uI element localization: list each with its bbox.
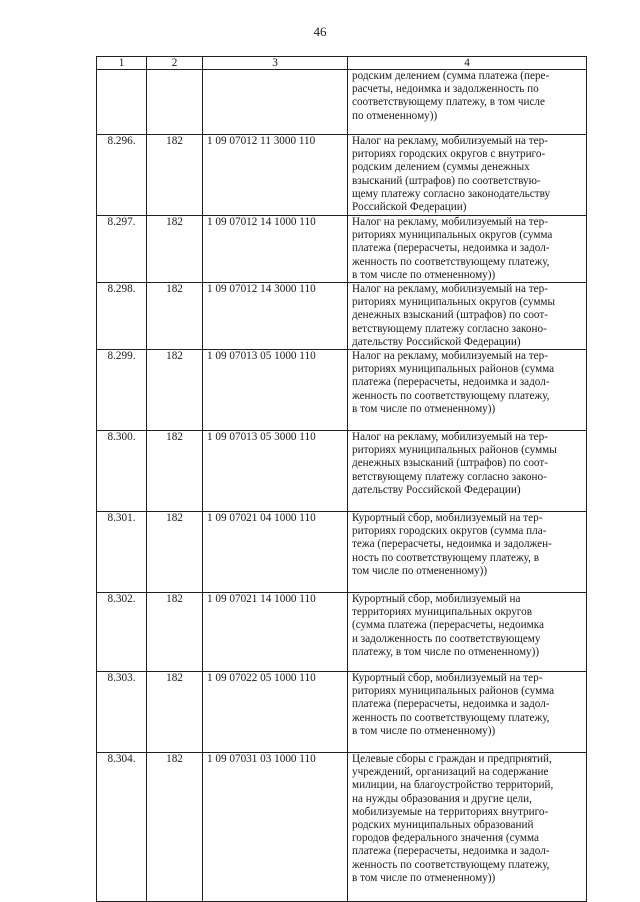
description-line: риториях муниципальных округов (суммы (352, 296, 556, 309)
budget-classification-code: 1 09 07022 05 1000 110 (203, 672, 348, 753)
row-number: 8.297. (97, 216, 147, 283)
row-number: 8.302. (97, 593, 147, 672)
table-row (97, 753, 587, 902)
budget-classification-code: 1 09 07021 14 1000 110 (203, 593, 348, 672)
admin-code: 182 (147, 283, 203, 350)
column-number-row (97, 57, 587, 70)
description-line: Налог на рекламу, мобилизуемый на тер- (352, 135, 548, 147)
budget-classification-code: 1 09 07013 05 1000 110 (203, 350, 348, 431)
description-line: Налог на рекламу, мобилизуемый на тер- (352, 283, 548, 296)
description-line: денежных взысканий (штрафов) по соот- (352, 457, 548, 470)
description-line: ветствующему платежу согласно законо- (352, 470, 547, 483)
description-line: платежа (перерасчеты, недоимка и задол- (352, 845, 550, 858)
description-line: территориях муниципальных округов (352, 606, 532, 619)
continued-row (97, 70, 587, 135)
column-header-3: 3 (203, 57, 348, 70)
table-row (97, 350, 587, 431)
continued-description (348, 70, 587, 135)
row-number: 8.303. (97, 672, 147, 753)
description-line: риториях муниципальных районов (сумма (352, 685, 555, 698)
admin-code: 182 (147, 350, 203, 431)
description-line: риториях муниципальных округов (сумма (352, 229, 553, 242)
admin-code: 182 (147, 672, 203, 753)
description-line: родским делением (суммы денежных (352, 161, 530, 174)
income-description (348, 512, 587, 593)
description-line: женность по соответствующему платежу, (352, 711, 550, 724)
budget-classification-code: 1 09 07013 05 3000 110 (203, 431, 348, 512)
description-line: родским делением (сумма платежа (пере- (352, 70, 550, 82)
description-line: по отмененному)) (352, 109, 438, 122)
description-line: платежа (перерасчеты, недоимка и задол- (352, 698, 550, 711)
admin-code: 182 (147, 593, 203, 672)
description-line: в том числе по отмененному)) (352, 871, 496, 884)
description-line: Налог на рекламу, мобилизуемый на тер- (352, 350, 548, 363)
description-line: том числе по отмененному)) (352, 564, 488, 577)
description-line: риториях муниципальных районов (сумма (352, 363, 555, 376)
column-header-1: 1 (97, 57, 147, 70)
budget-classification-code: 1 09 07021 04 1000 110 (203, 512, 348, 593)
description-line: женность по соответствующему платежу, (352, 858, 550, 871)
budget-code-table (96, 56, 587, 902)
description-line: щему платежу согласно законодательству (352, 187, 551, 200)
income-description (348, 431, 587, 512)
description-line: Налог на рекламу, мобилизуемый на тер- (352, 216, 548, 228)
description-line: платежу, в том числе по отмененному)) (352, 645, 540, 658)
description-line: Курортный сбор, мобилизуемый на (352, 593, 521, 606)
income-description (348, 350, 587, 431)
description-line: ветствующему платежу согласно законо- (352, 322, 547, 335)
description-line: городов федерального значения (сумма (352, 832, 539, 845)
description-line: Курортный сбор, мобилизуемый на тер- (352, 672, 543, 685)
budget-classification-code: 1 09 07012 14 1000 110 (203, 216, 348, 283)
description-line: в том числе по отмененному)) (352, 724, 496, 737)
admin-code: 182 (147, 753, 203, 902)
admin-code: 182 (147, 135, 203, 216)
row-number: 8.299. (97, 350, 147, 431)
description-line: ность по соответствующему платежу, в (352, 551, 540, 564)
description-line: платежа (перерасчеты, недоимка и задол- (352, 242, 550, 255)
column-header-2: 2 (147, 57, 203, 70)
continued-code-cell (203, 70, 348, 135)
continued-num-cell (97, 70, 147, 135)
income-description (348, 672, 587, 753)
row-number: 8.301. (97, 512, 147, 593)
budget-classification-code: 1 09 07012 14 3000 110 (203, 283, 348, 350)
description-line: тежа (перерасчеты, недоимка и задолжен- (352, 538, 552, 551)
description-line: мобилизуемые на территориях внутриго- (352, 805, 549, 818)
description-line: в том числе по отмененному)) (352, 268, 496, 281)
description-line: родских муниципальных образований (352, 819, 534, 832)
description-line: расчеты, недоимка и задолженность по (352, 83, 539, 96)
row-number: 8.296. (97, 135, 147, 216)
table-row (97, 135, 587, 216)
admin-code: 182 (147, 216, 203, 283)
income-description (348, 283, 587, 350)
description-line: дательству Российской Федерации) (352, 335, 521, 348)
description-line: Целевые сборы с граждан и предприятий, (352, 753, 552, 766)
table-rows (97, 135, 587, 902)
income-description (348, 753, 587, 902)
table-row (97, 672, 587, 753)
row-number: 8.304. (97, 753, 147, 902)
continued-admin-cell (147, 70, 203, 135)
description-line: Курортный сбор, мобилизуемый на тер- (352, 512, 543, 525)
description-line: Российской Федерации) (352, 201, 467, 214)
budget-classification-code: 1 09 07031 03 1000 110 (203, 753, 348, 902)
description-line: и задолженность по соответствующему (352, 632, 541, 645)
description-line: женность по соответствующему платежу, (352, 255, 550, 268)
admin-code: 182 (147, 431, 203, 512)
row-number: 8.300. (97, 431, 147, 512)
description-line: соответствующему платежу, в том числе (352, 96, 545, 109)
description-line: денежных взысканий (штрафов) по соот- (352, 309, 548, 322)
description-line: риториях городских округов с внутриго- (352, 148, 546, 161)
table-row (97, 216, 587, 283)
row-number: 8.298. (97, 283, 147, 350)
description-line: учреждений, организаций на содержание (352, 766, 549, 779)
description-line: (сумма платежа (перерасчеты, недоимка (352, 619, 544, 632)
description-line: дательству Российской Федерации) (352, 483, 521, 496)
description-line: в том числе по отмененному)) (352, 402, 496, 415)
table-row (97, 431, 587, 512)
description-line: взысканий (штрафов) по соответствую- (352, 174, 541, 187)
description-line: платежа (перерасчеты, недоимка и задол- (352, 376, 550, 389)
admin-code: 182 (147, 512, 203, 593)
table-row (97, 512, 587, 593)
table-row (97, 593, 587, 672)
description-line: на нужды образования и другие цели, (352, 792, 532, 805)
description-line: риториях городских округов (сумма пла- (352, 525, 547, 538)
description-line: риториях муниципальных районов (суммы (352, 444, 557, 457)
income-description (348, 216, 587, 283)
column-header-4: 4 (348, 57, 587, 70)
description-line: Налог на рекламу, мобилизуемый на тер- (352, 431, 548, 444)
description-line: женность по соответствующему платежу, (352, 389, 550, 402)
description-line: милиции, на благоустройство территорий, (352, 779, 554, 792)
income-description (348, 135, 587, 216)
page-number: 46 (313, 24, 327, 39)
income-description (348, 593, 587, 672)
table-row (97, 283, 587, 350)
budget-classification-code: 1 09 07012 11 3000 110 (203, 135, 348, 216)
